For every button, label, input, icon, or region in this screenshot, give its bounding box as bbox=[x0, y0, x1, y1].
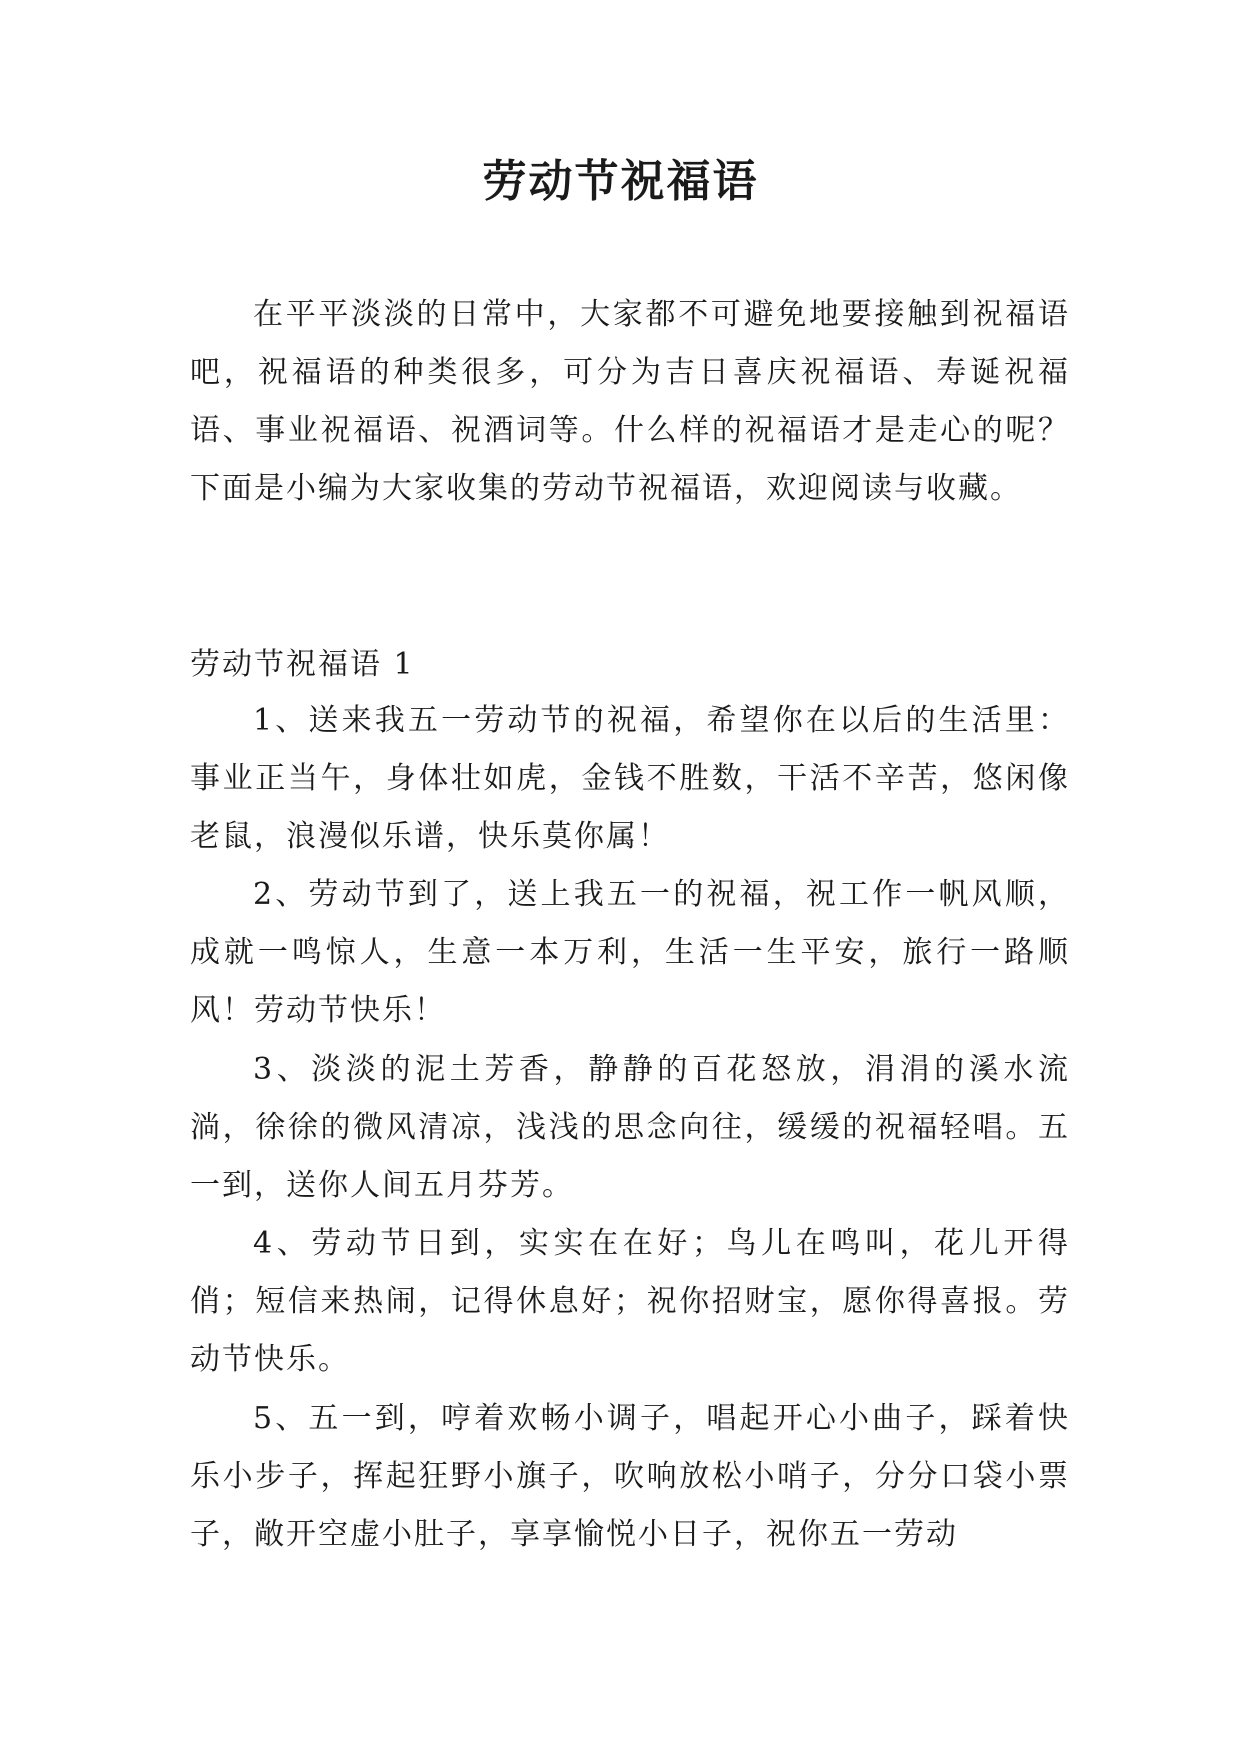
greeting-item: 4、劳动节日到，实实在在好；鸟儿在鸣叫，花儿开得俏；短信来热闹，记得休息好；祝你招财宝，愿你得喜报。劳动节快乐。 bbox=[190, 1226, 1070, 1377]
document-title: 劳动节祝福语 bbox=[482, 156, 759, 207]
greeting-item: 1、送来我五一劳动节的祝福，希望你在以后的生活里：事业正当午，身体壮如虎，金钱不胜数，干活不辛苦，悠闲像老鼠，浪漫似乐谱，快乐莫你属！ bbox=[190, 703, 1070, 854]
greeting-item: 5、五一到，哼着欢畅小调子，唱起开心小曲子，踩着快乐小步子，挥起狂野小旗子，吹响放松小哨子，分分口袋小票子，敞开空虚小肚子，享享愉悦小日子，祝你五一劳动 bbox=[190, 1401, 1070, 1552]
greeting-item: 2、劳动节到了，送上我五一的祝福，祝工作一帆风顺，成就一鸣惊人，生意一本万利，生活一生平安，旅行一路顺风！劳动节快乐！ bbox=[190, 877, 1070, 1028]
section-heading: 劳动节祝福语 1 bbox=[190, 647, 415, 682]
greeting-item: 3、淡淡的泥土芳香，静静的百花怒放，涓涓的溪水流淌，徐徐的微风清凉，浅浅的思念向往，缓缓的祝福轻唱。五一到，送你人间五月芬芳。 bbox=[190, 1052, 1070, 1203]
intro-paragraph: 在平平淡淡的日常中，大家都不可避免地要接触到祝福语吧，祝福语的种类很多，可分为吉日喜庆祝福语、寿诞祝福语、事业祝福语、祝酒词等。什么样的祝福语才是走心的呢？下面是小编为大家收集的劳动节祝福语，欢迎阅读与收藏。 bbox=[190, 297, 1070, 506]
